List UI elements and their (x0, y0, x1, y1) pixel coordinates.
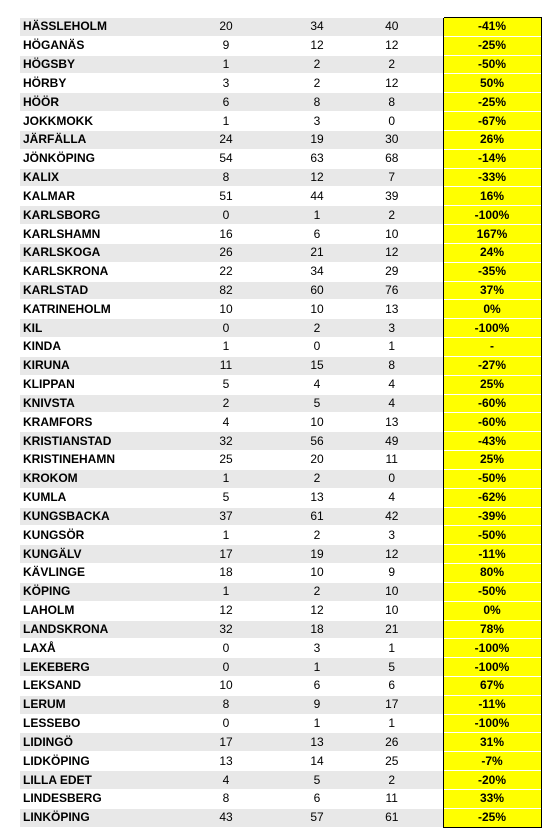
table-row (20, 488, 541, 507)
value-cell-3[interactable]: 11 (341, 451, 443, 470)
municipality-name-cell[interactable]: KARLSTAD (20, 281, 159, 300)
change-percent-cell[interactable]: 0% (443, 300, 541, 319)
value-cell-3[interactable]: 40 (341, 18, 443, 37)
value-cell-1[interactable]: 1 (159, 55, 293, 74)
municipality-name-cell[interactable]: KIRUNA (20, 356, 159, 375)
value-cell-2[interactable]: 44 (293, 187, 341, 206)
value-cell-3[interactable]: 42 (341, 507, 443, 526)
value-cell-1[interactable]: 13 (159, 752, 293, 771)
change-percent-cell[interactable]: -100% (443, 639, 541, 658)
value-cell-2[interactable]: 18 (293, 620, 341, 639)
change-percent-cell[interactable]: -43% (443, 432, 541, 451)
value-cell-3[interactable]: 30 (341, 130, 443, 149)
value-cell-2[interactable]: 19 (293, 545, 341, 564)
municipality-name-cell[interactable]: KARLSHAMN (20, 225, 159, 244)
change-percent-cell[interactable]: 78% (443, 620, 541, 639)
change-percent-cell[interactable]: 25% (443, 451, 541, 470)
value-cell-2[interactable]: 5 (293, 771, 341, 790)
value-cell-3[interactable]: 11 (341, 789, 443, 808)
change-percent-cell[interactable]: -50% (443, 469, 541, 488)
municipality-name-cell[interactable]: KRAMFORS (20, 413, 159, 432)
municipality-name-cell[interactable]: HÄSSLEHOLM (20, 18, 159, 37)
value-cell-1[interactable]: 6 (159, 93, 293, 112)
change-percent-cell[interactable]: -14% (443, 149, 541, 168)
table-row (20, 808, 541, 827)
change-percent-cell[interactable]: - (443, 338, 541, 357)
table-row (20, 394, 541, 413)
municipality-name-cell[interactable]: KRISTIANSTAD (20, 432, 159, 451)
table-row (20, 55, 541, 74)
value-cell-1[interactable]: 2 (159, 394, 293, 413)
value-cell-3[interactable]: 25 (341, 752, 443, 771)
table-row (20, 451, 541, 470)
table-row (20, 564, 541, 583)
table-row (20, 300, 541, 319)
value-cell-2[interactable]: 13 (293, 733, 341, 752)
table-row (20, 356, 541, 375)
table-row (20, 36, 541, 55)
municipality-name-cell[interactable]: HÖGANÄS (20, 36, 159, 55)
value-cell-1[interactable]: 25 (159, 451, 293, 470)
table-row (20, 18, 541, 37)
value-cell-2[interactable]: 14 (293, 752, 341, 771)
value-cell-3[interactable]: 17 (341, 695, 443, 714)
value-cell-1[interactable]: 18 (159, 564, 293, 583)
municipality-name-cell[interactable]: HÖÖR (20, 93, 159, 112)
value-cell-1[interactable]: 0 (159, 714, 293, 733)
value-cell-2[interactable]: 56 (293, 432, 341, 451)
municipality-name-cell[interactable]: KRISTINEHAMN (20, 451, 159, 470)
value-cell-2[interactable]: 8 (293, 93, 341, 112)
value-cell-1[interactable]: 1 (159, 338, 293, 357)
value-cell-1[interactable]: 54 (159, 149, 293, 168)
value-cell-3[interactable]: 4 (341, 488, 443, 507)
value-cell-1[interactable]: 4 (159, 771, 293, 790)
table-row (20, 733, 541, 752)
value-cell-2[interactable]: 34 (293, 262, 341, 281)
municipality-name-cell[interactable]: LANDSKRONA (20, 620, 159, 639)
value-cell-1[interactable]: 17 (159, 545, 293, 564)
change-percent-cell[interactable]: -7% (443, 752, 541, 771)
table-row (20, 319, 541, 338)
table-row (20, 545, 541, 564)
value-cell-2[interactable]: 3 (293, 112, 341, 131)
value-cell-3[interactable]: 3 (341, 526, 443, 545)
table-row (20, 149, 541, 168)
value-cell-1[interactable]: 0 (159, 319, 293, 338)
value-cell-2[interactable]: 61 (293, 507, 341, 526)
value-cell-3[interactable]: 0 (341, 112, 443, 131)
value-cell-2[interactable]: 63 (293, 149, 341, 168)
table-row (20, 243, 541, 262)
value-cell-2[interactable]: 2 (293, 582, 341, 601)
table-row (20, 507, 541, 526)
table-row (20, 262, 541, 281)
municipality-name-cell[interactable]: KROKOM (20, 469, 159, 488)
value-cell-1[interactable]: 3 (159, 74, 293, 93)
municipality-name-cell[interactable]: KARLSKOGA (20, 243, 159, 262)
change-percent-cell[interactable]: -60% (443, 413, 541, 432)
table-row (20, 639, 541, 658)
change-percent-cell[interactable]: -25% (443, 93, 541, 112)
value-cell-2[interactable]: 6 (293, 225, 341, 244)
value-cell-1[interactable]: 8 (159, 168, 293, 187)
municipality-name-cell[interactable]: JÖNKÖPING (20, 149, 159, 168)
value-cell-1[interactable]: 10 (159, 300, 293, 319)
table-row (20, 526, 541, 545)
value-cell-2[interactable]: 2 (293, 55, 341, 74)
value-cell-3[interactable]: 49 (341, 432, 443, 451)
value-cell-3[interactable]: 13 (341, 413, 443, 432)
value-cell-1[interactable]: 12 (159, 601, 293, 620)
municipality-name-cell[interactable]: KALMAR (20, 187, 159, 206)
change-percent-cell[interactable]: -100% (443, 658, 541, 677)
value-cell-1[interactable]: 82 (159, 281, 293, 300)
value-cell-3[interactable]: 61 (341, 808, 443, 827)
value-cell-2[interactable]: 10 (293, 564, 341, 583)
change-percent-cell[interactable]: 16% (443, 187, 541, 206)
table-body (20, 18, 541, 828)
change-percent-cell[interactable]: -50% (443, 526, 541, 545)
change-percent-cell[interactable]: 26% (443, 130, 541, 149)
table-row (20, 582, 541, 601)
table-row (20, 771, 541, 790)
value-cell-2[interactable]: 21 (293, 243, 341, 262)
municipality-name-cell[interactable]: HÖRBY (20, 74, 159, 93)
value-cell-1[interactable]: 0 (159, 658, 293, 677)
value-cell-3[interactable]: 2 (341, 206, 443, 225)
change-percent-cell[interactable]: -100% (443, 714, 541, 733)
change-percent-cell[interactable]: -33% (443, 168, 541, 187)
municipality-name-cell[interactable]: LEKEBERG (20, 658, 159, 677)
municipality-name-cell[interactable]: KATRINEHOLM (20, 300, 159, 319)
change-percent-cell[interactable]: 37% (443, 281, 541, 300)
value-cell-1[interactable]: 51 (159, 187, 293, 206)
value-cell-1[interactable]: 9 (159, 36, 293, 55)
municipality-name-cell[interactable]: KNIVSTA (20, 394, 159, 413)
table-row (20, 752, 541, 771)
change-percent-cell[interactable]: 31% (443, 733, 541, 752)
value-cell-2[interactable]: 15 (293, 356, 341, 375)
table-row (20, 695, 541, 714)
municipality-name-cell[interactable]: LERUM (20, 695, 159, 714)
value-cell-3[interactable]: 8 (341, 356, 443, 375)
change-percent-cell[interactable]: -100% (443, 319, 541, 338)
municipality-name-cell[interactable]: JÄRFÄLLA (20, 130, 159, 149)
value-cell-1[interactable]: 10 (159, 676, 293, 695)
municipality-name-cell[interactable]: KARLSKRONA (20, 262, 159, 281)
table-row (20, 130, 541, 149)
table-row (20, 413, 541, 432)
municipality-name-cell[interactable]: KUNGÄLV (20, 545, 159, 564)
table-row (20, 714, 541, 733)
municipality-name-cell[interactable]: KLIPPAN (20, 375, 159, 394)
table-row (20, 74, 541, 93)
table-row (20, 469, 541, 488)
table-row (20, 375, 541, 394)
value-cell-3[interactable]: 12 (341, 243, 443, 262)
value-cell-2[interactable]: 60 (293, 281, 341, 300)
value-cell-1[interactable]: 22 (159, 262, 293, 281)
table-row (20, 112, 541, 131)
municipality-name-cell[interactable]: LAXÅ (20, 639, 159, 658)
value-cell-2[interactable]: 12 (293, 601, 341, 620)
change-percent-cell[interactable]: 167% (443, 225, 541, 244)
value-cell-2[interactable]: 10 (293, 300, 341, 319)
municipality-table (20, 17, 542, 828)
value-cell-2[interactable]: 2 (293, 526, 341, 545)
value-cell-2[interactable]: 1 (293, 714, 341, 733)
value-cell-3[interactable]: 10 (341, 601, 443, 620)
change-percent-cell[interactable]: -60% (443, 394, 541, 413)
change-percent-cell[interactable]: -20% (443, 771, 541, 790)
value-cell-2[interactable]: 0 (293, 338, 341, 357)
value-cell-3[interactable]: 10 (341, 582, 443, 601)
municipality-name-cell[interactable]: LESSEBO (20, 714, 159, 733)
value-cell-1[interactable]: 1 (159, 469, 293, 488)
value-cell-3[interactable]: 9 (341, 564, 443, 583)
municipality-name-cell[interactable]: KALIX (20, 168, 159, 187)
value-cell-2[interactable]: 20 (293, 451, 341, 470)
value-cell-3[interactable]: 26 (341, 733, 443, 752)
value-cell-1[interactable]: 32 (159, 620, 293, 639)
value-cell-2[interactable]: 4 (293, 375, 341, 394)
change-percent-cell[interactable]: -11% (443, 695, 541, 714)
value-cell-3[interactable]: 13 (341, 300, 443, 319)
value-cell-3[interactable]: 4 (341, 394, 443, 413)
value-cell-3[interactable]: 12 (341, 545, 443, 564)
municipality-name-cell[interactable]: JOKKMOKK (20, 112, 159, 131)
value-cell-3[interactable]: 4 (341, 375, 443, 394)
change-percent-cell[interactable]: 0% (443, 601, 541, 620)
municipality-name-cell[interactable]: KUNGSÖR (20, 526, 159, 545)
value-cell-2[interactable]: 57 (293, 808, 341, 827)
value-cell-3[interactable]: 8 (341, 93, 443, 112)
municipality-name-cell[interactable]: KÖPING (20, 582, 159, 601)
change-percent-cell[interactable]: -67% (443, 112, 541, 131)
value-cell-1[interactable]: 5 (159, 375, 293, 394)
table-row (20, 620, 541, 639)
change-percent-cell[interactable]: -50% (443, 55, 541, 74)
table-row (20, 601, 541, 620)
change-percent-cell[interactable]: -50% (443, 582, 541, 601)
value-cell-1[interactable]: 11 (159, 356, 293, 375)
municipality-name-cell[interactable]: LAHOLM (20, 601, 159, 620)
municipality-name-cell[interactable]: LILLA EDET (20, 771, 159, 790)
change-percent-cell[interactable]: -100% (443, 206, 541, 225)
table-row (20, 187, 541, 206)
table-row (20, 658, 541, 677)
value-cell-1[interactable]: 24 (159, 130, 293, 149)
table-row (20, 168, 541, 187)
change-percent-cell[interactable]: 67% (443, 676, 541, 695)
municipality-name-cell[interactable]: KUNGSBACKA (20, 507, 159, 526)
value-cell-3[interactable]: 29 (341, 262, 443, 281)
value-cell-3[interactable]: 1 (341, 338, 443, 357)
change-percent-cell[interactable]: -41% (443, 18, 541, 37)
change-percent-cell[interactable]: 33% (443, 789, 541, 808)
value-cell-3[interactable]: 0 (341, 469, 443, 488)
value-cell-1[interactable]: 17 (159, 733, 293, 752)
value-cell-1[interactable]: 4 (159, 413, 293, 432)
value-cell-3[interactable]: 1 (341, 639, 443, 658)
value-cell-3[interactable]: 76 (341, 281, 443, 300)
value-cell-3[interactable]: 68 (341, 149, 443, 168)
value-cell-1[interactable]: 1 (159, 112, 293, 131)
value-cell-2[interactable]: 6 (293, 676, 341, 695)
change-percent-cell[interactable]: 80% (443, 564, 541, 583)
table-row (20, 789, 541, 808)
value-cell-1[interactable]: 5 (159, 488, 293, 507)
value-cell-1[interactable]: 1 (159, 582, 293, 601)
value-cell-2[interactable]: 13 (293, 488, 341, 507)
change-percent-cell[interactable]: -11% (443, 545, 541, 564)
change-percent-cell[interactable]: -39% (443, 507, 541, 526)
value-cell-1[interactable]: 32 (159, 432, 293, 451)
change-percent-cell[interactable]: -25% (443, 36, 541, 55)
value-cell-2[interactable]: 19 (293, 130, 341, 149)
municipality-name-cell[interactable]: LINKÖPING (20, 808, 159, 827)
value-cell-3[interactable]: 7 (341, 168, 443, 187)
value-cell-2[interactable]: 34 (293, 18, 341, 37)
table-row (20, 93, 541, 112)
municipality-name-cell[interactable]: KIL (20, 319, 159, 338)
value-cell-2[interactable]: 1 (293, 206, 341, 225)
table-row (20, 432, 541, 451)
value-cell-3[interactable]: 12 (341, 36, 443, 55)
value-cell-2[interactable]: 12 (293, 168, 341, 187)
value-cell-3[interactable]: 2 (341, 55, 443, 74)
value-cell-3[interactable]: 1 (341, 714, 443, 733)
value-cell-1[interactable]: 8 (159, 695, 293, 714)
value-cell-2[interactable]: 10 (293, 413, 341, 432)
value-cell-2[interactable]: 2 (293, 74, 341, 93)
value-cell-3[interactable]: 5 (341, 658, 443, 677)
municipality-name-cell[interactable]: KÄVLINGE (20, 564, 159, 583)
table-row (20, 676, 541, 695)
value-cell-1[interactable]: 0 (159, 639, 293, 658)
value-cell-2[interactable]: 9 (293, 695, 341, 714)
change-percent-cell[interactable]: 24% (443, 243, 541, 262)
value-cell-3[interactable]: 12 (341, 74, 443, 93)
value-cell-1[interactable]: 16 (159, 225, 293, 244)
value-cell-1[interactable]: 0 (159, 206, 293, 225)
value-cell-3[interactable]: 2 (341, 771, 443, 790)
value-cell-3[interactable]: 3 (341, 319, 443, 338)
spreadsheet (20, 17, 541, 828)
change-percent-cell[interactable]: 25% (443, 375, 541, 394)
table-row (20, 206, 541, 225)
change-percent-cell[interactable]: -25% (443, 808, 541, 827)
table-row (20, 281, 541, 300)
municipality-name-cell[interactable]: LINDESBERG (20, 789, 159, 808)
value-cell-3[interactable]: 21 (341, 620, 443, 639)
value-cell-2[interactable]: 6 (293, 789, 341, 808)
value-cell-2[interactable]: 1 (293, 658, 341, 677)
municipality-name-cell[interactable]: KINDA (20, 338, 159, 357)
change-percent-cell[interactable]: -35% (443, 262, 541, 281)
change-percent-cell[interactable]: 50% (443, 74, 541, 93)
municipality-name-cell[interactable]: HÖGSBY (20, 55, 159, 74)
value-cell-1[interactable]: 8 (159, 789, 293, 808)
table-row (20, 225, 541, 244)
value-cell-3[interactable]: 10 (341, 225, 443, 244)
table-row (20, 338, 541, 357)
municipality-name-cell[interactable]: LEKSAND (20, 676, 159, 695)
municipality-name-cell[interactable]: KUMLA (20, 488, 159, 507)
value-cell-1[interactable]: 26 (159, 243, 293, 262)
change-percent-cell[interactable]: -27% (443, 356, 541, 375)
value-cell-2[interactable]: 2 (293, 319, 341, 338)
value-cell-1[interactable]: 43 (159, 808, 293, 827)
value-cell-1[interactable]: 20 (159, 18, 293, 37)
municipality-name-cell[interactable]: LIDINGÖ (20, 733, 159, 752)
value-cell-1[interactable]: 37 (159, 507, 293, 526)
value-cell-3[interactable]: 39 (341, 187, 443, 206)
value-cell-2[interactable]: 3 (293, 639, 341, 658)
change-percent-cell[interactable]: -62% (443, 488, 541, 507)
value-cell-3[interactable]: 6 (341, 676, 443, 695)
value-cell-2[interactable]: 12 (293, 36, 341, 55)
value-cell-1[interactable]: 1 (159, 526, 293, 545)
value-cell-2[interactable]: 5 (293, 394, 341, 413)
municipality-name-cell[interactable]: KARLSBORG (20, 206, 159, 225)
value-cell-2[interactable]: 2 (293, 469, 341, 488)
municipality-name-cell[interactable]: LIDKÖPING (20, 752, 159, 771)
